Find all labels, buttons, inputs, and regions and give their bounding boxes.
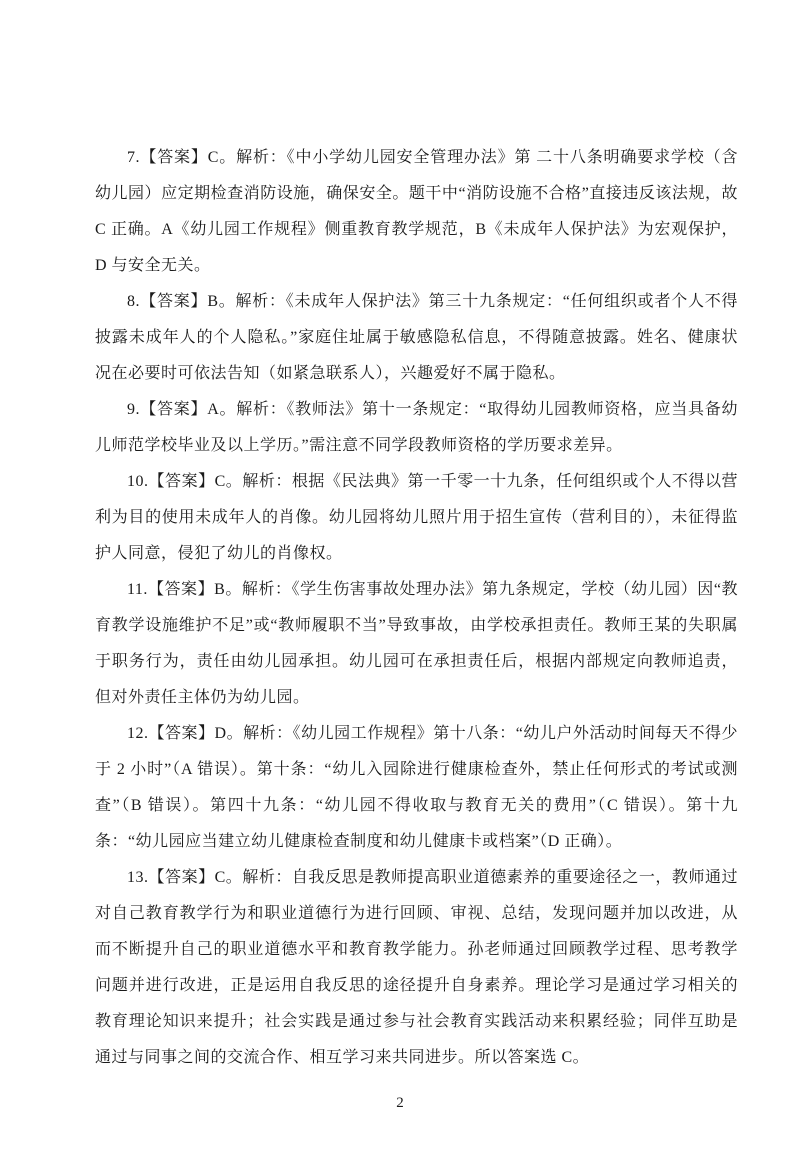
answer-key-content [95,140,738,1076]
answer-paragraph-7: 7.【答案】C。解析：《中小学幼儿园安全管理办法》第 二十八条明确要求学校（含幼儿园）应定期检查消防设施，确保安全。题干中“消防设施不合格”直接违反该法规，故 C 正确。A《幼儿园工作规程》侧重教育教学规范，B《未成年人保护法》为宏观保护，D 与安全无关。 [95,149,738,274]
answer-paragraph-8: 8.【答案】B。解析：《未成年人保护法》第三十九条规定：“任何组织或者个人不得披露未成年人的个人隐私。”家庭住址属于敏感隐私信息，不得随意披露。姓名、健康状况在必要时可依法告知（如紧急联系人），兴趣爱好不属于隐私。 [95,293,738,382]
answer-paragraph-11: 11.【答案】B。解析：《学生伤害事故处理办法》第九条规定，学校（幼儿园）因“教育教学设施维护不足”或“教师履职不当”导致事故，由学校承担责任。教师王某的失职属于职务行为，责任由幼儿园承担。幼儿园可在承担责任后，根据内部规定向教师追责，但对外责任主体仍为幼儿园。 [95,581,738,706]
answer-paragraph-10: 10.【答案】C。解析：根据《民法典》第一千零一十九条，任何组织或个人不得以营利为目的使用未成年人的肖像。幼儿园将幼儿照片用于招生宣传（营利目的），未征得监护人同意，侵犯了幼儿的肖像权。 [95,473,738,562]
page-number: 2 [396,1095,404,1111]
answer-paragraph-9: 9.【答案】A。解析：《教师法》第十一条规定：“取得幼儿园教师资格，应当具备幼儿师范学校毕业及以上学历。”需注意不同学段教师资格的学历要求差异。 [95,401,738,454]
answer-paragraph-12: 12.【答案】D。解析：《幼儿园工作规程》第十八条：“幼儿户外活动时间每天不得少于 2 小时”（A 错误）。第十条：“幼儿入园除进行健康检查外，禁止任何形式的考试或测查”（B 错误）。第四十九条：“幼儿园不得收取与教育无关的费用”（C 错误）。第十九条：“幼儿园应当建立幼儿健康检查制度和幼儿健康卡或档案”（D 正确）。 [95,725,738,850]
answer-paragraph-13: 13.【答案】C。解析：自我反思是教师提高职业道德素养的重要途径之一，教师通过对自己教育教学行为和职业道德行为进行回顾、审视、总结，发现问题并加以改进，从而不断提升自己的职业道德水平和教育教学能力。孙老师通过回顾教学过程、思考教学问题并进行改进，正是运用自我反思的途径提升自身素养。理论学习是通过学习相关的教育理论知识来提升；社会实践是通过参与社会教育实践活动来积累经验；同伴互助是通过与同事之间的交流合作、相互学习来共同进步。所以答案选 C。 [95,869,738,1066]
